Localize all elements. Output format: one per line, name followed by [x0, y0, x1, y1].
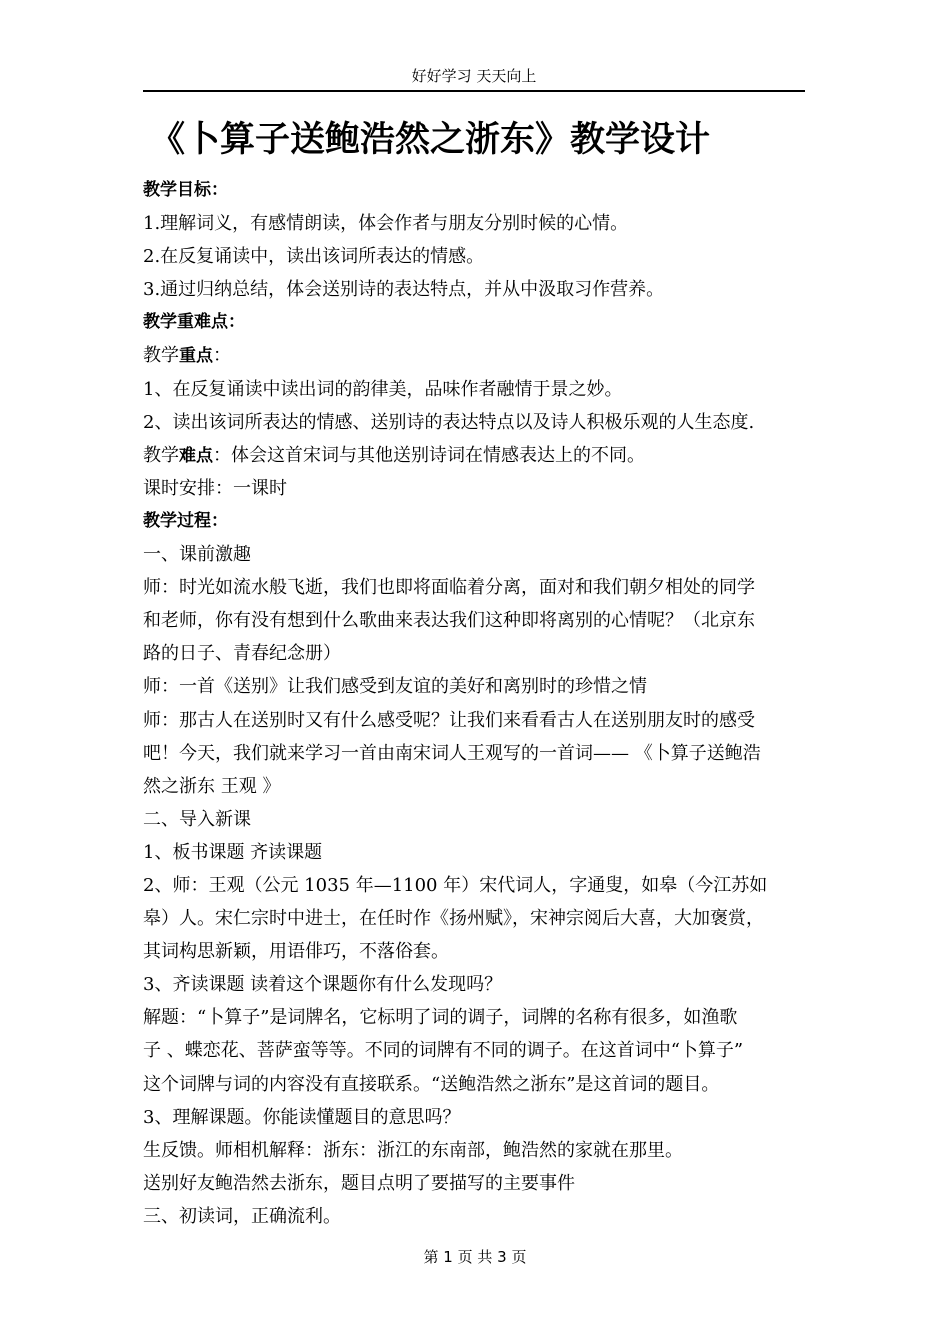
- text-line: 师：一首《送别》让我们感受到友谊的美好和离别时的珍惜之情: [143, 676, 647, 698]
- text-line: 生反馈。师相机解释：浙东：浙江的东南部，鲍浩然的家就在那里。: [143, 1139, 683, 1161]
- text-line: 子 、蝶恋花、菩萨蛮等等。不同的词牌有不同的调子。在这首词中“卜算子”: [143, 1040, 744, 1062]
- document-body: [143, 174, 811, 1233]
- text-line: 师：那古人在送别时又有什么感受呢？让我们来看看古人在送别朋友时的感受: [143, 709, 755, 731]
- line-prefix: 教学: [143, 345, 179, 367]
- page-footer: 第 1 页 共 3 页: [423, 1248, 527, 1266]
- text-line: 教学过程：: [143, 510, 228, 531]
- text-line: 3.通过归纳总结，体会送别诗的表达特点，并从中汲取习作营养。: [143, 279, 665, 301]
- text-line: 然之浙东 王观 》: [143, 775, 281, 797]
- text-line: 3、理解课题。你能读懂题目的意思吗？: [143, 1106, 461, 1128]
- text-line: [143, 339, 811, 372]
- text-line: 二、导入新课: [143, 808, 251, 830]
- line-rest: ：体会这首宋词与其他送别诗词在情感表达上的不同。: [213, 444, 645, 466]
- text-line: 解题：“卜算子”是词牌名，它标明了词的调子，词牌的名称有很多，如渔歌: [143, 1007, 738, 1029]
- page-header: 好好学习 天天向上: [143, 62, 805, 92]
- text-line: 2、师：王观（公元 1035 年—1100 年）宋代词人，字通叟，如皋（今江苏如: [143, 874, 768, 896]
- text-line: 吧！今天，我们就来学习一首由南宋词人王观写的一首词—— 《卜算子送鲍浩: [143, 742, 761, 764]
- text-line: 1、在反复诵读中读出词的韵律美，品味作者融情于景之妙。: [143, 378, 623, 400]
- text-line: 这个词牌与词的内容没有直接联系。“送鲍浩然之浙东”是这首词的题目。: [143, 1073, 720, 1095]
- text-line: 送别好友鲍浩然去浙东，题目点明了要描写的主要事件: [143, 1172, 575, 1194]
- text-line: 一、课前激趣: [143, 544, 251, 566]
- text-line: 和老师，你有没有想到什么歌曲来表达我们这种即将离别的心情呢？（北京东: [143, 610, 755, 632]
- text-line: 三、初读词，正确流利。: [143, 1205, 341, 1227]
- text-line: 皋）人。宋仁宗时中进士，在任时作《扬州赋》，宋神宗阅后大喜，大加褒赏，: [143, 908, 764, 930]
- text-line: 3、齐读课题 读着这个课题你有什么发现吗？: [143, 974, 503, 996]
- line-emphasis: 重点: [179, 346, 213, 367]
- text-line: 课时安排：一课时: [143, 477, 287, 499]
- text-line: 2、读出该词所表达的情感、送别诗的表达特点以及诗人积极乐观的人生态度.: [143, 411, 755, 433]
- text-line: 1.理解词义，有感情朗读，体会作者与朋友分别时候的心情。: [143, 213, 629, 235]
- text-line: 教学重难点：: [143, 312, 245, 333]
- text-line: 路的日子、青春纪念册）: [143, 643, 341, 665]
- line-rest: ：: [213, 345, 231, 367]
- text-line: 教学目标：: [143, 180, 228, 200]
- line-prefix: 教学: [143, 444, 179, 466]
- line-emphasis: 难点: [179, 445, 213, 466]
- text-line: 其词构思新颖，用语俳巧，不落俗套。: [143, 941, 449, 963]
- text-line: 2.在反复诵读中，读出该词所表达的情感。: [143, 246, 485, 268]
- document-title: 《卜算子送鲍浩然之浙东》教学设计: [150, 120, 711, 160]
- text-line: 1、板书课题 齐读课题: [143, 841, 323, 863]
- text-line: 师：时光如流水般飞逝，我们也即将面临着分离，面对和我们朝夕相处的同学: [143, 577, 755, 599]
- text-line: [143, 439, 811, 472]
